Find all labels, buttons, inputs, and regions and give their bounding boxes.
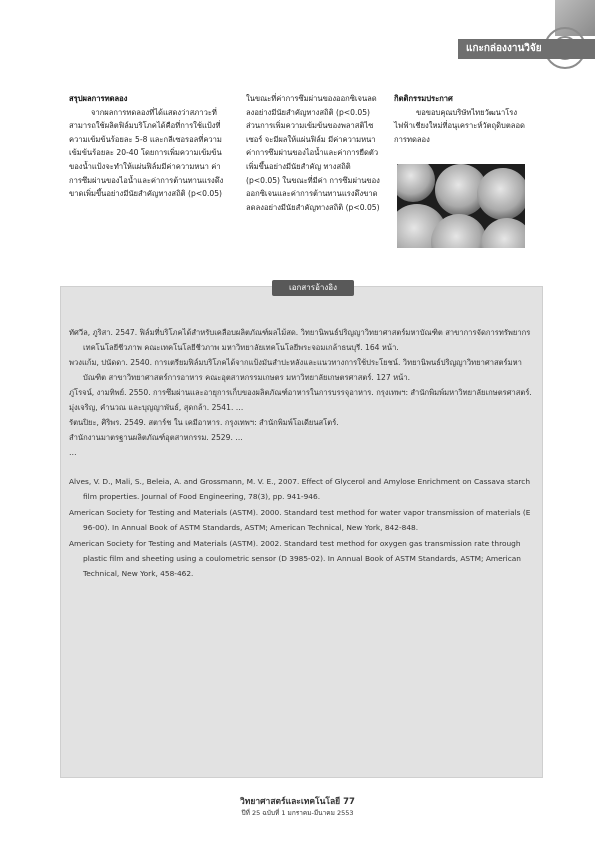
conclusion-text: จากผลการทดลองที่ได้แสดงว่าสภาวะที่สามารถใช้ผลิตฟิล์มบริโภคได้คือที่การใช้แป้งที่ความเข้มข้นร้อยละ 5-8 และกลีเซอรอลที่ความเข้มข้นร้อยละ 20-40 โดยการเพิ่มความเข้มข้นของน้ำแป้งจะทำให้แผ่นฟิล์มมีค่าความหนา ค่าการซึมผ่านของไอน้ำและค่าการต้านทานแรงดึงขาดเพิ่มขึ้นอย่างมีนัยสำคัญทางสถิติ (p<0.05) <box>69 107 224 199</box>
reference-thai: มุ่งเจริญ, คำนวณ และบุญญาพันธ์, สุดกล้า. 2541. … <box>69 403 244 412</box>
reference-thai: … <box>69 448 77 457</box>
reference-thai: รัตนปิยะ, ศิริพร. 2549. สตาร์ช ใน เคมีอาหาร. กรุงเทพฯ: สำนักพิมพ์โอเดียนสโตร์. <box>69 418 339 427</box>
conclusion-heading: สรุปผลการทดลอง <box>69 94 128 103</box>
footer-issue: ปีที่ 25 ฉบับที่ 1 มกราคม-มีนาคม 2553 <box>241 809 354 817</box>
reference-english: American Society for Testing and Materials (ASTM). 2002. Standard test method for oxygen gas transmission rate through plastic film and sheeting using a coulometric sensor (D 3985-02). In Annual Book of ASTM Standards, ASTM; American Technical, New York, 458-462. <box>69 538 521 579</box>
conclusion-continued-text: ในขณะที่ค่าการซึมผ่านของออกซิเจนลดลงอย่างมีนัยสำคัญทางสถิติ (p<0.05) ส่วนการเพิ่มความเข้มข้นของพลาสติไซเซอร์ จะมีผลให้แผ่นฟิล์ม มีค่าความหนา ค่าการซึมผ่านของไอน้ำและค่าการยืดตัวเพิ่มขึ้นอย่างมีนัยสำคัญ ทางสถิติ (p<0.05) ในขณะที่มีค่า การซึมผ่านของออกซิเจนและค่าการต้านทานแรงดึงขาดลดลงอย่างมีนัยสำคัญทางสถิติ (p<0.05) <box>246 94 380 212</box>
conclusion-continued-column <box>246 92 380 214</box>
section-label: แกะกล่องงานวิจัย <box>458 39 595 59</box>
film-discs-image <box>397 164 525 248</box>
reference-thai: สำนักงานมาตรฐานผลิตภัณฑ์อุตสาหกรรม. 2529. … <box>69 433 243 442</box>
conclusion-column <box>69 92 233 201</box>
reference-english: American Society for Testing and Materials (ASTM). 2000. Standard test method for water vapor transmission of materials (E 96-00). In Annual Book of ASTM Standards, ASTM; American Technical, New York, 842-848. <box>69 507 531 533</box>
acknowledgement-column <box>394 92 526 146</box>
references-tab: เอกสารอ้างอิง <box>272 280 354 296</box>
page-number: 77 <box>343 797 355 807</box>
journal-name: วิทยาศาสตร์และเทคโนโลยี <box>240 797 341 807</box>
footer-journal-line <box>0 794 595 808</box>
acknowledgement-text: ขอขอบคุณบริษัทไทยวัฒนาโรงไฟฟ้าเชียงใหม่ที่อนุเคราะห์วัตถุดิบตลอดการทดลอง <box>394 107 525 144</box>
acknowledgement-heading: กิตติกรรมประกาศ <box>394 94 453 103</box>
reference-thai: ภู่โรจน์, งามทิพย์. 2550. การซึมผ่านและอายุการเก็บของผลิตภัณฑ์อาหารในการบรรจุอาหาร. กรุงเทพฯ: สำนักพิมพ์มหาวิทยาลัยเกษตรศาสตร์. <box>69 388 532 397</box>
reference-thai: พวงแก้ม, ปนัดดา. 2540. การเตรียมฟิล์มบริโภคได้จากแป้งมันสำปะหลังและแนวทางการใช้ประโยชน์. วิทยานิพนธ์ปริญญาวิทยาศาสตร์มหาบัณฑิต สาขาวิทยาศาสตร์การอาหาร คณะอุตสาหกรรมเกษตร มหาวิทยาลัยเกษตรศาสตร์. 127 หน้า. <box>69 358 522 382</box>
references-list <box>69 325 539 582</box>
film-samples-photo <box>397 164 525 248</box>
reference-english: Alves, V. D., Mali, S., Beleia, A. and Grossmann, M. V. E., 2007. Effect of Glycerol and Amylose Enrichment on Cassava starch film properties. Journal of Food Engineering, 78(3), pp. 941-946. <box>69 477 531 502</box>
reference-thai: ทัศวีล, ภูริสา. 2547. ฟิล์มที่บริโภคได้สำหรับเคลือบผลิตภัณฑ์ผลไม้สด. วิทยานิพนธ์ปริญญาวิทยาศาสตร์มหาบัณฑิต สาขาการจัดการทรัพยากรเทคโนโลยีชีวภาพ คณะเทคโนโลยีชีวภาพ มหาวิทยาลัยเทคโนโลยีพระจอมเกล้าธนบุรี. 164 หน้า. <box>69 328 531 352</box>
